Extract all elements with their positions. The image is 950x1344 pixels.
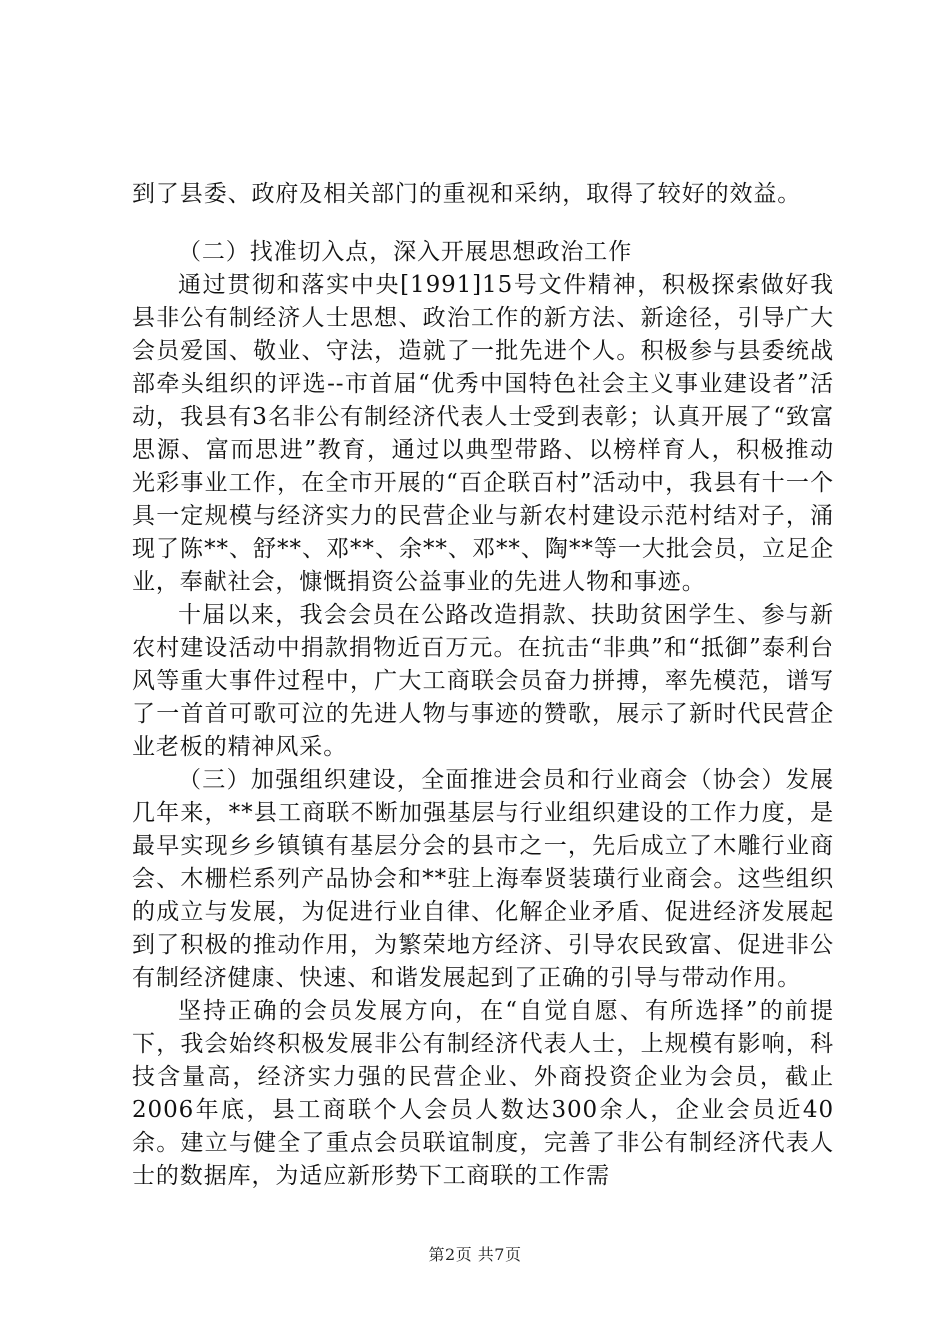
paragraph: 坚持正确的会员发展方向，在“自觉自愿、有所选择”的前提下，我会始终积极发展非公有制经济代表人士，上规模有影响，科技含量高，经济实力强的民营企业、外商投资企业为会员，截止2006年底，县工商联个人会员人数达300余人，企业会员近40余。建立与健全了重点会员联谊制度，完善了非公有制经济代表人士的数据库，为适应新形势下工商联的工作需: [132, 998, 834, 1189]
document-body: [132, 236, 834, 1193]
paragraph: 十届以来，我会会员在公路改造捐款、扶助贫困学生、参与新农村建设活动中捐款捐物近百万元。在抗击“非典”和“抵御”泰利台风等重大事件过程中，广大工商联会员奋力拼搏，率先模范，谱写了一首首可歌可泣的先进人物与事迹的赞歌，展示了新时代民营企业老板的精神风采。: [132, 602, 834, 760]
section-heading-3-paragraph: （三）加强组织建设，全面推进会员和行业商会（协会）发展几年来，**县工商联不断加强基层与行业组织建设的工作力度，是最早实现乡乡镇镇有基层分会的县市之一，先后成立了木雕行业商会、木栅栏系列产品协会和**驻上海奉贤装璜行业商会。这些组织的成立与发展，为促进行业自律、化解企业矛盾、促进经济发展起到了积极的推动作用，为繁荣地方经济、引导农民致富、促进非公有制经济健康、快速、和谐发展起到了正确的引导与带动作用。: [132, 767, 834, 991]
paragraph-continuation: 到了县委、政府及相关部门的重视和采纳，取得了较好的效益。: [132, 181, 802, 207]
paragraph: 通过贯彻和落实中央[1991]15号文件精神，积极探索做好我县非公有制经济人士思想、政治工作的新方法、新途径，引导广大会员爱国、敬业、守法，造就了一批先进个人。积极参与县委统战部牵头组织的评选--市首届“优秀中国特色社会主义事业建设者”活动，我县有3名非公有制经济代表人士受到表彰；认真开展了“致富思源、富而思进”教育，通过以典型带路、以榜样育人，积极推动光彩事业工作，在全市开展的“百企联百村”活动中，我县有十一个具一定规模与经济实力的民营企业与新农村建设示范村结对子，涌现了陈**、舒**、邓**、余**、邓**、陶**等一大批会员，立足企业，奉献社会，慷慨捐资公益事业的先进人物和事迹。: [132, 272, 834, 595]
page-number-footer: 第2页 共7页: [428, 1245, 522, 1264]
continued-paragraph: [132, 178, 834, 211]
section-heading-2: （二）找准切入点，深入开展思想政治工作: [178, 239, 633, 265]
